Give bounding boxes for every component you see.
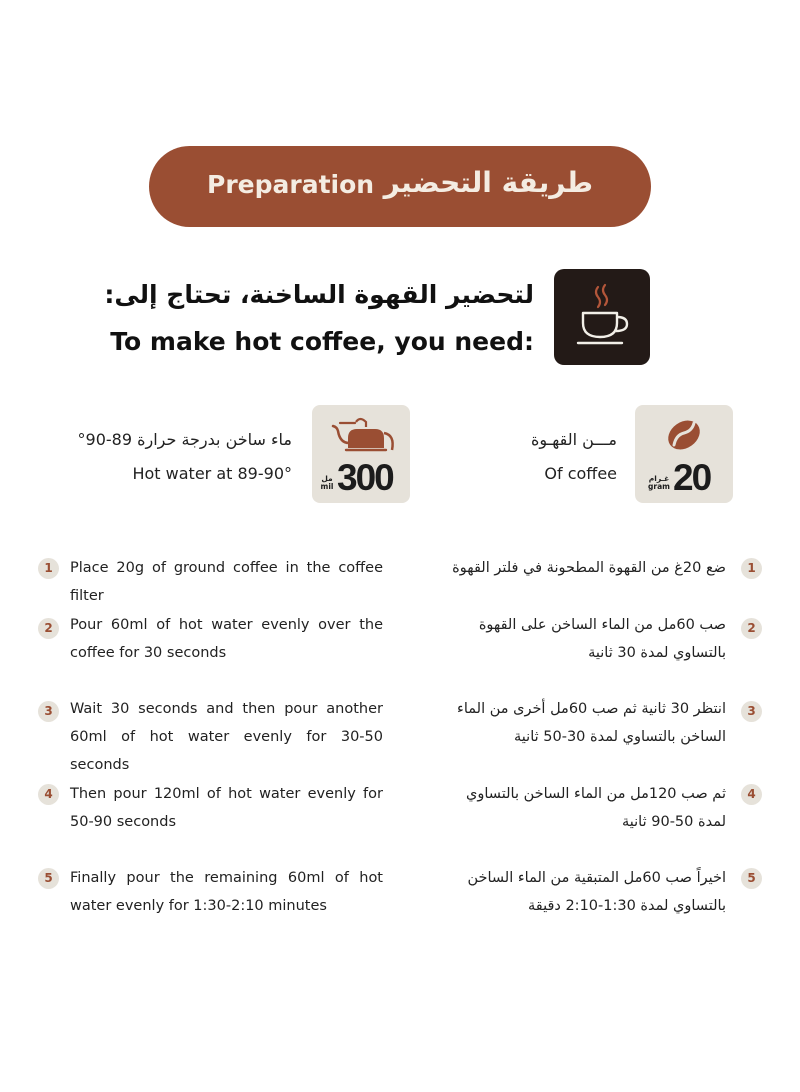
water-amount: 300	[337, 457, 393, 498]
banner-title-en: Preparation	[207, 170, 375, 199]
step-number-badge: 2	[38, 618, 59, 639]
step-text-ar: انتظر 30 ثانية ثم صب 60مل أخرى من الماء الساخن بالتساوي لمدة 30-50 ثانية	[457, 701, 726, 745]
step-number-badge: 1	[741, 558, 762, 579]
step-text-ar: ضع 20غ من القهوة المطحونة في فلتر القهوة	[452, 560, 726, 576]
step-number-badge: 3	[38, 701, 59, 722]
step-text-en: Then pour 120ml of hot water evenly for 50-90 seconds	[70, 786, 383, 830]
water-amount-tile	[312, 405, 410, 503]
step-text-en: Finally pour the remaining 60ml of hot water evenly for 1:30-2:10 minutes	[70, 870, 383, 914]
step-number-badge: 5	[38, 868, 59, 889]
water-label-ar: ماء ساخن بدرجة حرارة 89-90°	[77, 430, 292, 449]
step-text-ar: ثم صب 120مل من الماء الساخن بالتساوي لمدة 50-90 ثانية	[466, 786, 726, 830]
step-text-en: Pour 60ml of hot water evenly over the coffee for 30 seconds	[70, 617, 383, 661]
coffee-label-en: Of coffee	[544, 464, 617, 483]
step-number-badge: 4	[38, 784, 59, 805]
step-text-ar: اخيراً صب 60مل المتبقية من الماء الساخن بالتساوي لمدة 1:30-2:10 دقيقة	[467, 870, 726, 914]
step-number-badge: 2	[741, 618, 762, 639]
step-text-en: Wait 30 seconds and then pour another 60ml of hot water evenly for 30-50 seconds	[70, 701, 383, 773]
coffee-unit: غـرام gram	[648, 474, 670, 491]
step-text-en: Place 20g of ground coffee in the coffee filter	[70, 560, 383, 604]
step-number-badge: 3	[741, 701, 762, 722]
coffee-amount-tile	[635, 405, 733, 503]
title-banner	[149, 146, 651, 227]
step-number-badge: 5	[741, 868, 762, 889]
step-number-badge: 1	[38, 558, 59, 579]
coffee-label-ar: مـــن القهـوة	[530, 430, 617, 449]
hot-coffee-cup-icon	[554, 269, 650, 365]
water-unit: مل mil	[320, 474, 334, 491]
step-text-ar: صب 60مل من الماء الساخن على القهوة بالتساوي لمدة 30 ثانية	[478, 617, 726, 661]
step-number-badge: 4	[741, 784, 762, 805]
coffee-amount: 20	[673, 457, 711, 498]
water-label-en: Hot water at 89-90°	[132, 464, 292, 483]
intro-heading-ar: لتحضير القهوة الساخنة، تحتاج إلى:	[104, 280, 534, 309]
intro-heading-en: To make hot coffee, you need:	[110, 327, 534, 356]
banner-title-ar: طريقة التحضير	[383, 166, 593, 199]
